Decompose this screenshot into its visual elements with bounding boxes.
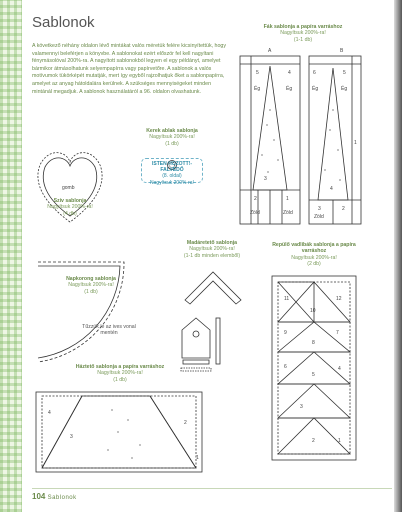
badge-page-ref: (8. oldal) <box>162 173 182 180</box>
trees-caption <box>248 24 358 43</box>
tree-b-label: Ég <box>341 86 348 92</box>
house-back-caption <box>60 364 180 383</box>
house-back-scale: Nagyítsuk 200%-ra! <box>97 370 143 377</box>
birdhouse-qty: (1-1 db minden elemből) <box>183 252 241 259</box>
geese-scale: Nagyítsuk 200%-ra! <box>291 254 337 261</box>
house-back-qty: (1 db) <box>113 376 127 383</box>
rainbow-name: Napkorong sablonja <box>66 276 116 282</box>
heart-inner-label: gomb <box>62 185 75 191</box>
geese-label: 1 <box>338 438 341 444</box>
geese-label: 9 <box>284 330 287 336</box>
tree-b-label: 6 <box>313 70 316 76</box>
tree-a-label: Ég <box>286 86 293 92</box>
geese-qty: (2 db) <box>307 261 321 268</box>
geese-label: 10 <box>310 308 316 314</box>
tree-b-label: 4 <box>330 186 333 192</box>
heart-template-scale: Nagyítsuk 200%-ra! <box>47 204 93 211</box>
geese-label: 4 <box>338 366 341 372</box>
geese-label: 6 <box>284 364 287 370</box>
tree-a-label: 2 <box>254 196 257 202</box>
page-title: Sablonok <box>32 14 95 31</box>
trees-qty: (1-1 db) <box>293 36 313 43</box>
intro-paragraph: A következő néhány oldalon lévő mintákat valós méretük felére kicsinyítettük, hogy valamennyi beleférjen a könyvbe. A sablonokat ezért először fel kell nagyítani fénymásolóval 200%-ra. A nagyított sablonokból legyen el egy példányt, amelyet bármikor átmásolhatunk selyempapírra vagy papírvetőre. A sablonok a valós motívumok tükörképét mutatják, mert így egyből rajzolhatjuk őket a sablonpapírra, amelyet az anyag hátoldalára kerülnek. A szükséges mennyiségeket minden mintánál megadjuk. A sablonok használatáról a 96. oldalon olvashatunk. <box>32 43 227 95</box>
geese-label: 8 <box>312 340 315 346</box>
round-window-caption <box>140 128 204 147</box>
house-back-label: 3 <box>70 434 73 440</box>
rainbow-caption <box>58 276 124 295</box>
geese-label: 12 <box>336 296 342 302</box>
geese-label: 2 <box>312 438 315 444</box>
footer-rule <box>32 488 392 489</box>
tree-a-label: 1 <box>286 196 289 202</box>
geese-label: 11 <box>284 296 290 302</box>
perch-template <box>216 318 220 364</box>
heart-template-caption <box>38 198 102 217</box>
tree-a-label: 3 <box>264 176 267 182</box>
page-footer <box>32 492 77 501</box>
birdhouse-name: Madáretető sablonja <box>186 240 238 246</box>
tree-a-label: 4 <box>288 70 291 76</box>
trees-name: Fák sablonja a papíra varráshoz <box>263 24 343 30</box>
tree-a-label: Ég <box>254 86 261 92</box>
tree-b-label: 3 <box>318 206 321 212</box>
geese-name: Repülő vadlibák sablonja a papíra varráshoz <box>272 242 356 255</box>
round-window-scale: Nagyítsuk 200%-ra! <box>149 134 195 141</box>
badge-title: ISTEN HOZOTT!-FALVÉDŐ <box>152 161 192 174</box>
house-back-label: 2 <box>184 420 187 426</box>
rainbow-note: Tűzzük le az ives vonal mentén <box>82 324 136 337</box>
geese-label: 7 <box>336 330 339 336</box>
tree-col-a-label: A <box>268 48 272 54</box>
section-label: Sablonok <box>47 495 77 501</box>
geese-caption <box>268 242 360 268</box>
house-back-label: 4 <box>48 410 51 416</box>
tree-col-b-label: B <box>340 48 344 54</box>
tree-a-label: Zöld <box>250 210 260 216</box>
geese-label: 5 <box>312 372 315 378</box>
tree-b-label: 2 <box>342 206 345 212</box>
heart-template-name: Szív sablonja <box>53 198 87 204</box>
heart-template-qty: (4 db) <box>63 210 77 217</box>
house-back-name: Háztető sablonja a papíra varráshoz <box>75 364 165 370</box>
geese-label: 3 <box>300 404 303 410</box>
tree-b-label: Ég <box>312 86 319 92</box>
tree-b-label: Zöld <box>314 214 324 220</box>
birdhouse-roof-template <box>185 272 241 304</box>
birdhouse-body-template <box>182 318 210 358</box>
tree-a-label: Zöld <box>283 210 293 216</box>
round-window-qty: (1 db) <box>165 140 179 147</box>
trees-scale: Nagyítsuk 200%-ra! <box>280 30 326 37</box>
birdhouse-scale: Nagyítsuk 200%-ra! <box>189 246 235 253</box>
round-window-name: Kerek ablak sablonja <box>146 128 198 134</box>
house-back-label: 1 <box>196 455 199 461</box>
tree-b-label: 1 <box>354 140 357 146</box>
tree-b-label: 5 <box>343 70 346 76</box>
page-number: 104 <box>32 492 46 501</box>
tree-a-label: 5 <box>256 70 259 76</box>
badge-scale: Nagyítsuk 200%-ra! <box>150 179 194 186</box>
birdhouse-caption <box>170 240 254 259</box>
rainbow-scale: Nagyítsuk 200%-ra! <box>68 282 114 289</box>
rainbow-qty: (1 db) <box>84 288 98 295</box>
house-back-template <box>36 392 202 472</box>
welcome-wall-hanging-badge <box>141 158 203 186</box>
